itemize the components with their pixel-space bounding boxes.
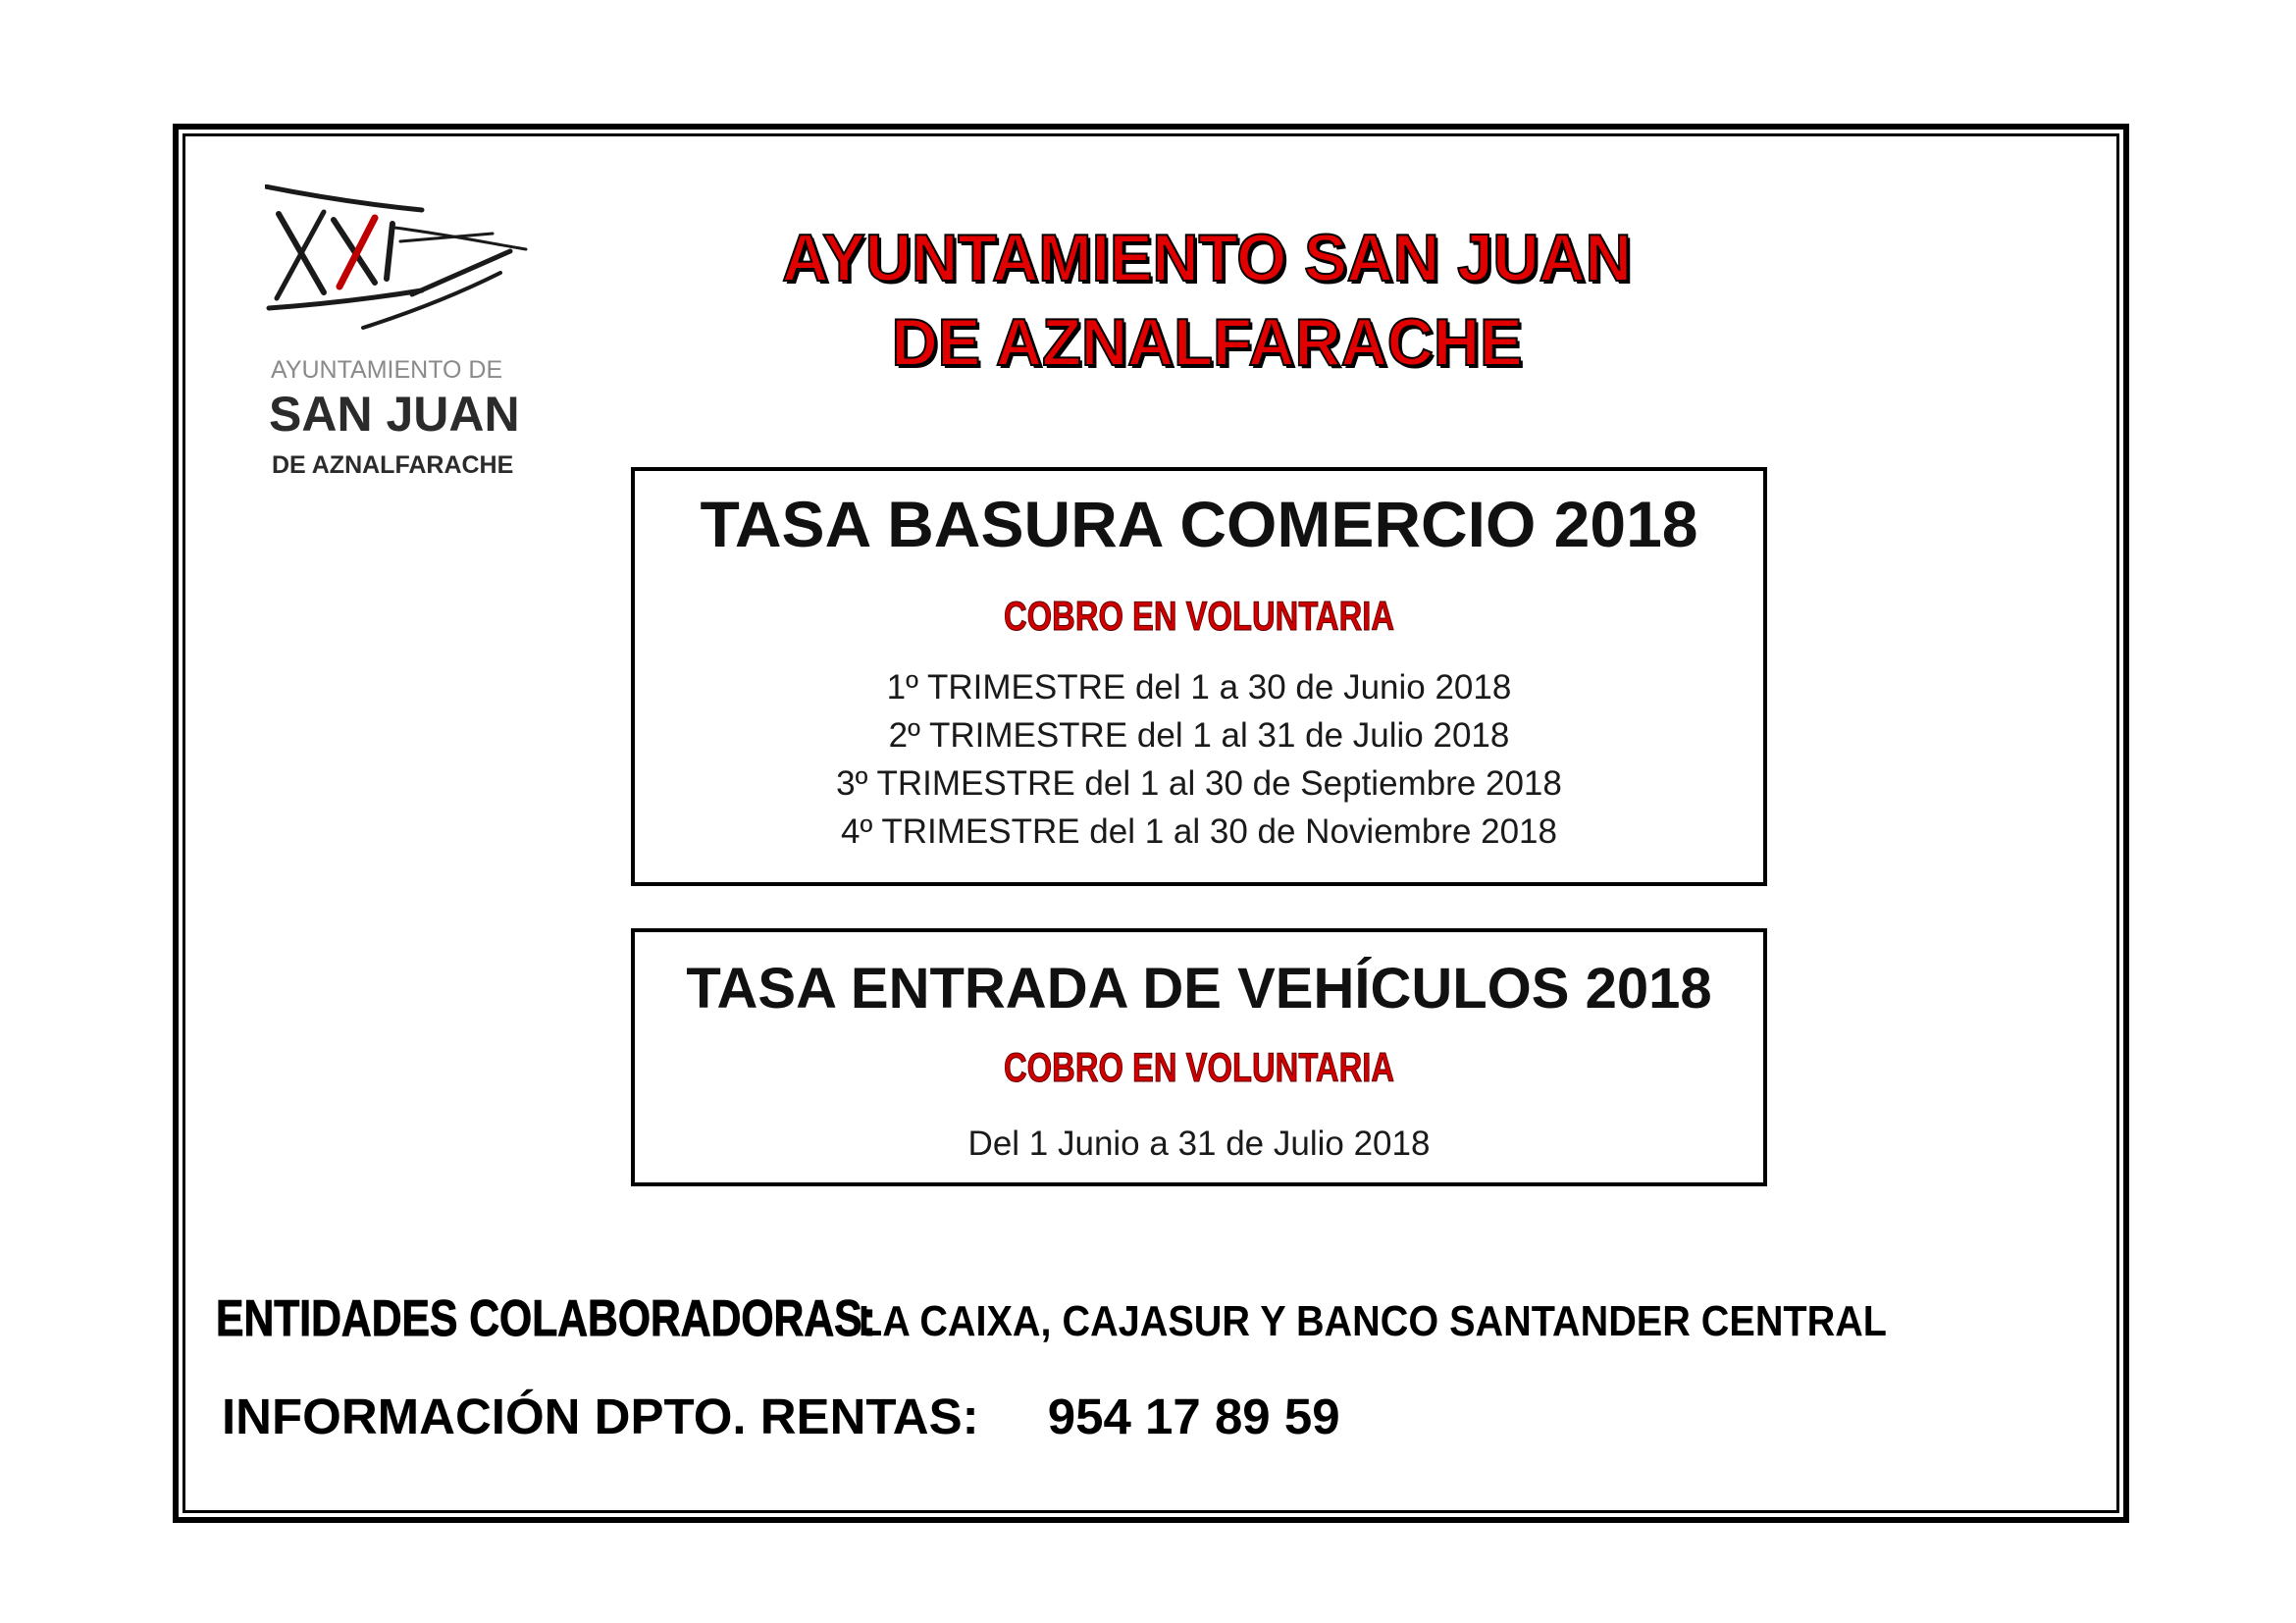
- tasa-basura-box: [631, 467, 1767, 886]
- page-heading: [707, 216, 1706, 385]
- period-item: 2º TRIMESTRE del 1 al 31 de Julio 2018: [888, 716, 1510, 755]
- entidades-colaboradoras-line: [216, 1289, 2001, 1348]
- logo-text-san-juan: SAN JUAN: [269, 387, 520, 442]
- municipal-logo: [255, 177, 549, 491]
- logo-text-aznalfarache: DE AZNALFARACHE: [272, 451, 514, 479]
- tasa-vehiculos-subtitle: COBRO EN VOLUNTARIA: [1004, 1044, 1394, 1090]
- phone-number: 954 17 89 59: [1047, 1388, 1340, 1444]
- tasa-basura-subtitle: COBRO EN VOLUNTARIA: [1004, 593, 1394, 639]
- period-item: 1º TRIMESTRE del 1 a 30 de Junio 2018: [886, 668, 1512, 707]
- informacion-rentas-line: [222, 1387, 1340, 1445]
- tasa-vehiculos-box: [631, 928, 1767, 1186]
- logo-text-ayuntamiento: AYUNTAMIENTO DE: [271, 356, 503, 384]
- tasa-vehiculos-period: Del 1 Junio a 31 de Julio 2018: [967, 1125, 1431, 1163]
- period-item: 3º TRIMESTRE del 1 al 30 de Septiembre 2018: [836, 764, 1562, 803]
- heading-line-2: DE AZNALFARACHE: [891, 305, 1523, 380]
- heading-line-1: AYUNTAMIENTO SAN JUAN: [782, 221, 1632, 295]
- xxi-brush-logo-icon: [265, 184, 530, 332]
- entidades-value: LA CAIXA, CAJASUR Y BANCO SANTANDER CENTRAL: [858, 1297, 1887, 1345]
- tasa-vehiculos-title: TASA ENTRADA DE VEHÍCULOS 2018: [686, 957, 1712, 1021]
- tasa-basura-title: TASA BASURA COMERCIO 2018: [700, 488, 1698, 560]
- entidades-label: ENTIDADES COLABORADORAS:: [216, 1290, 876, 1347]
- period-item: 4º TRIMESTRE del 1 al 30 de Noviembre 2018: [841, 812, 1557, 851]
- tasa-basura-periods: [635, 663, 1763, 856]
- informacion-label: INFORMACIÓN DPTO. RENTAS:: [222, 1388, 979, 1444]
